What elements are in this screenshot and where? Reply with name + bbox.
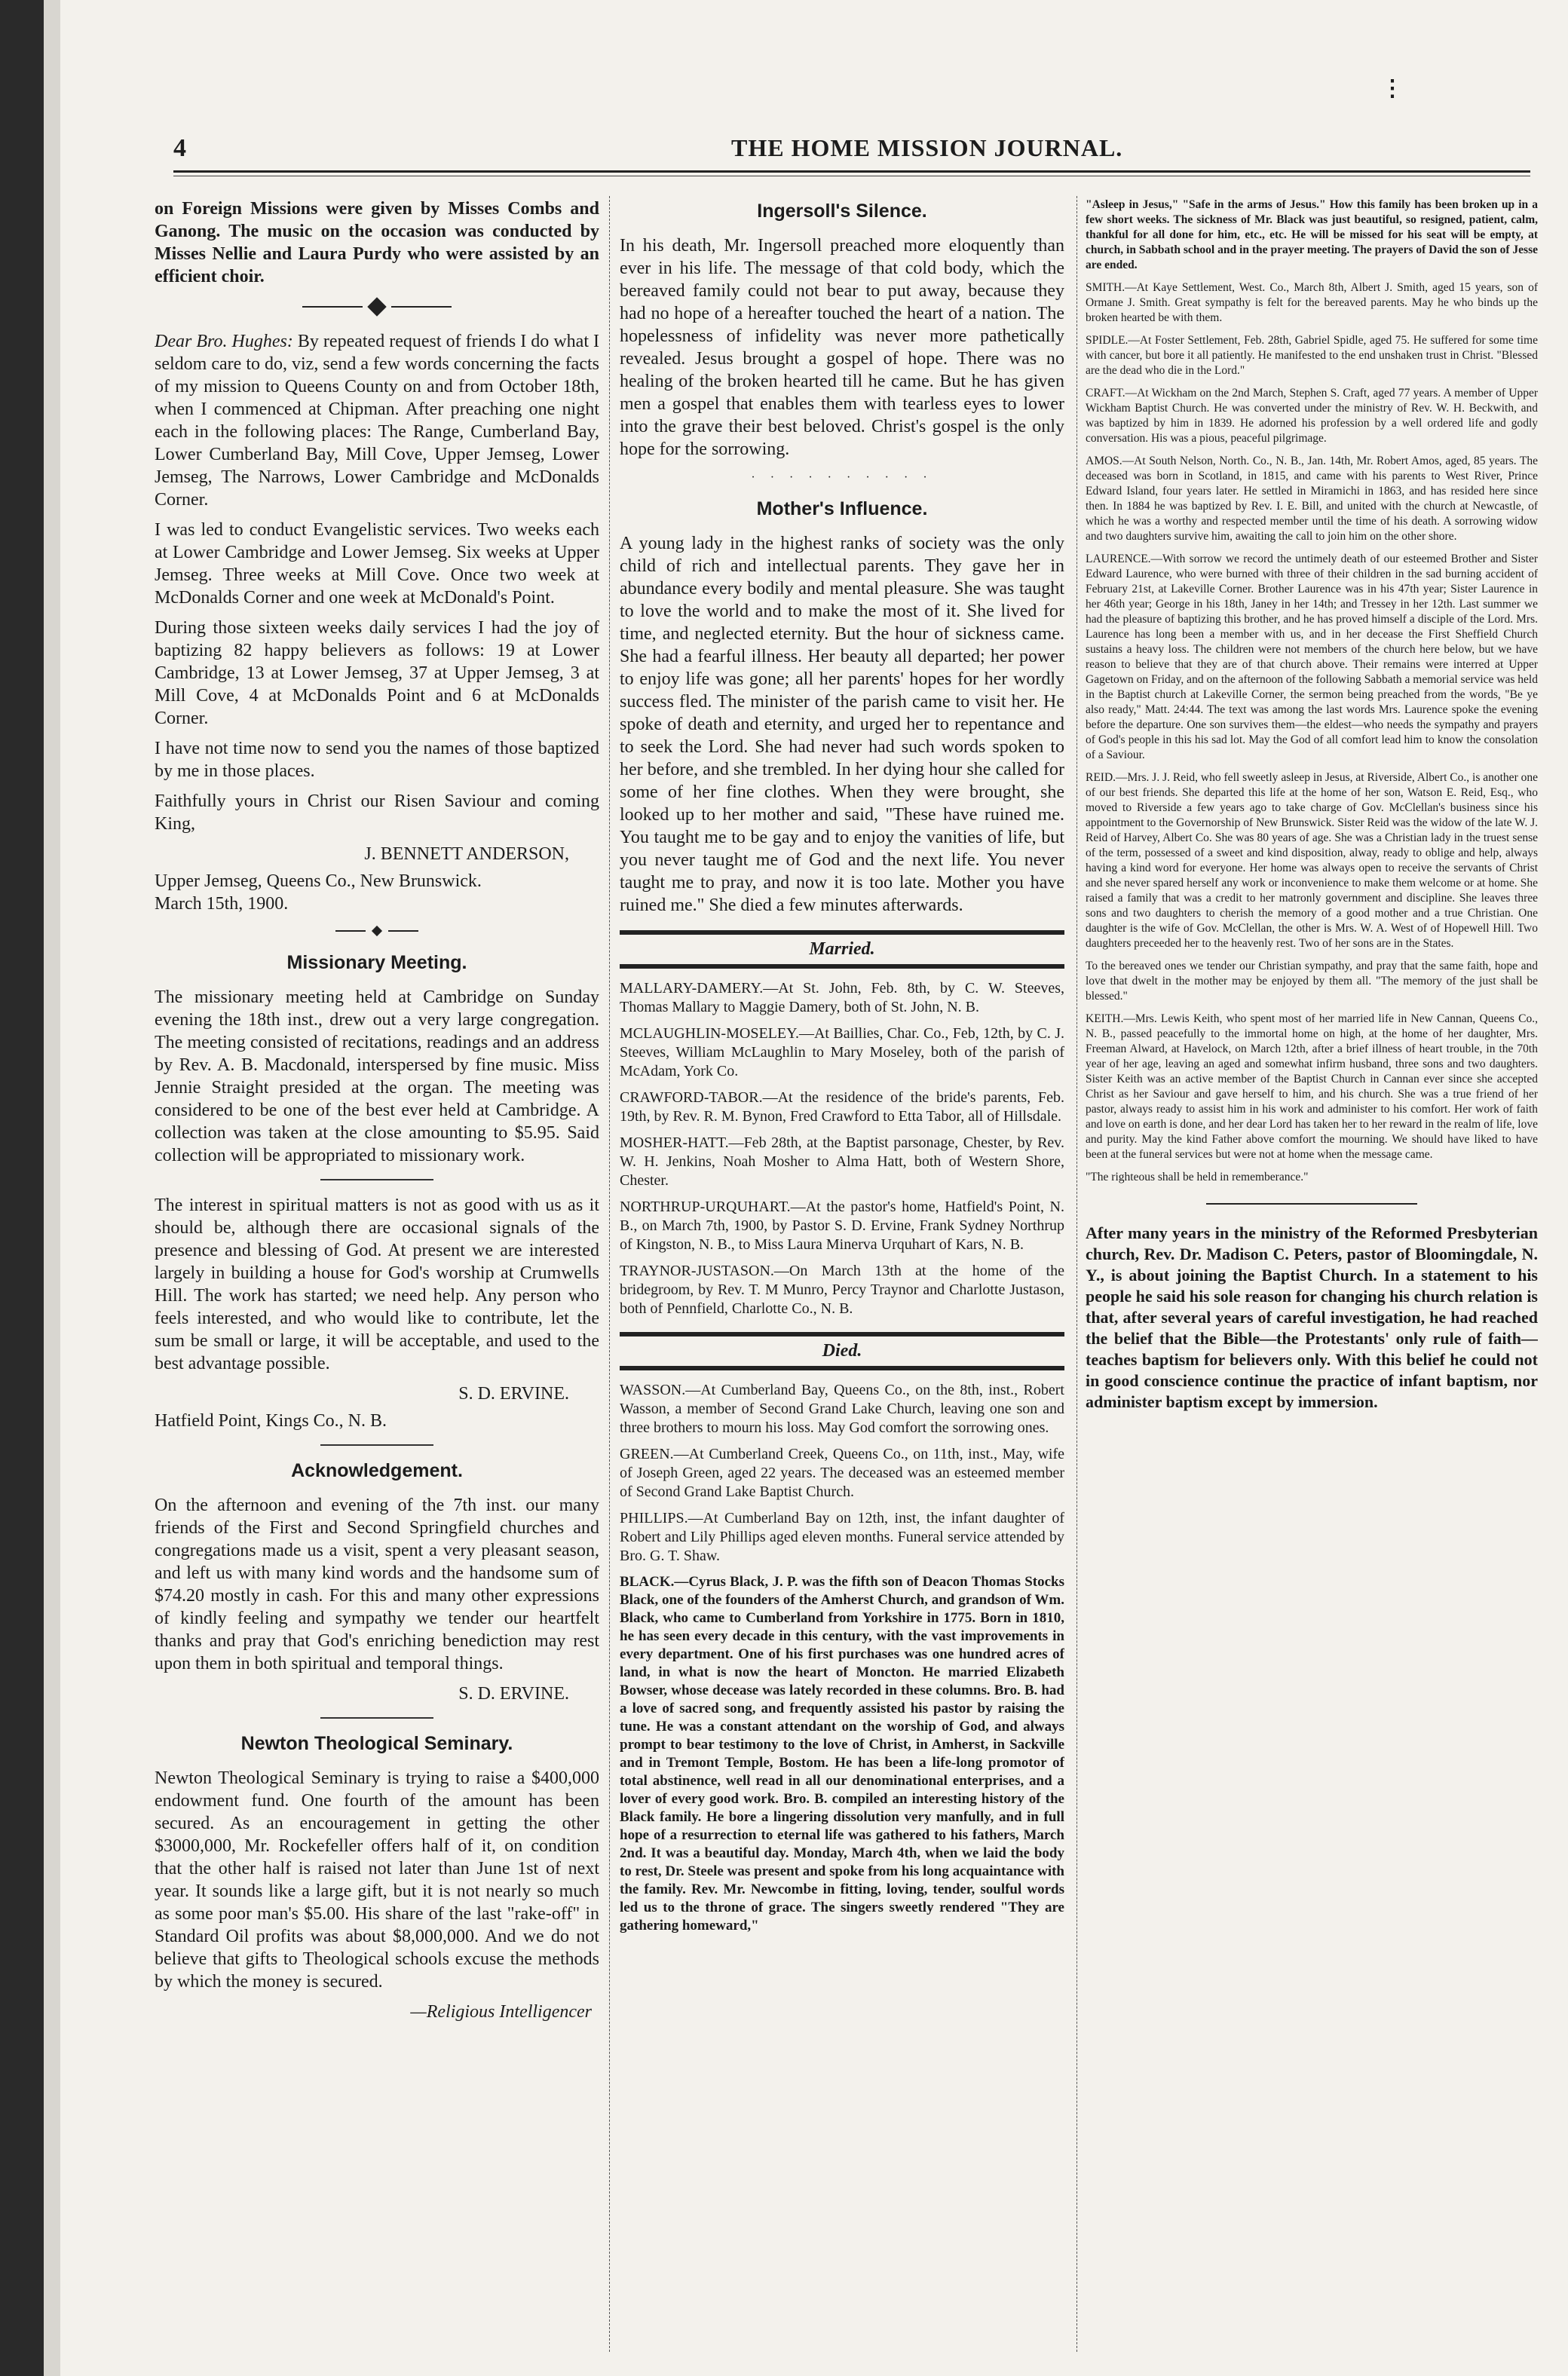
column-3: [1086, 197, 1538, 2353]
death-notice: SPIDLE.—At Foster Settlement, Feb. 28th, Gabriel Spidle, aged 75. He suffered for some time with cancer, but bore it all patiently. He manifested to the end unshaken trust in Christ. "Blessed are the dead who die in the Lord.": [1086, 334, 1538, 377]
married-notice: NORTHRUP-URQUHART.—At the pastor's home, Hatfield's Point, N. B., on March 7th, 1900, by Pastor S. D. Ervine, Frank Sydney Northrup of Kingston, N. B., to Miss Laura Minerva Urquhart of Kars, N. B.: [620, 1199, 1064, 1253]
letter-paragraph: During those sixteen weeks daily services I had the joy of baptizing 82 happy believers as follows: 19 at Lower Cambridge, 13 at Lower Jemseg, 37 at Upper Jemseg, 3 at Mill Cove, 4 at McDonalds Point and 6 at McDonalds Corner.: [155, 618, 599, 728]
newton-text: Newton Theological Seminary is trying to raise a $400,000 endowment fund. One fourth of the amount has been secured. As an encouragement in getting the other $3000,000, Mr. Rockefeller offers half of it, on condition that the other half is raised not later than June 1st of next year. It sounds like a large gift, but it is not nearly so much as some poor man's $5.00. His share of the last "rake-off" in Standard Oil profits was about $8,000,000. And we do not believe that gifts to Theological schools excuse the methods by which the money is secured.: [155, 1768, 599, 1992]
short-rule: [320, 1179, 433, 1180]
death-notice: GREEN.—At Cumberland Creek, Queens Co., on 11th, inst., May, wife of Joseph Green, aged 22 years. The deceased was an esteemed member of Second Grand Lake Baptist Church.: [620, 1446, 1064, 1500]
letter-paragraph: I was led to conduct Evangelistic services. Two weeks each at Lower Cambridge and Lower Jemseg. Six weeks at Upper Jemseg. Three weeks at Mill Cove. Once two week at McDonalds Corner and one week at McDonald's Point.: [155, 520, 599, 608]
death-notice: CRAFT.—At Wickham on the 2nd March, Stephen S. Craft, aged 77 years. A member of Upper Wickham Baptist Church. He was converted under the ministry of Rev. W. H. Beckwith, and was baptized by him in 1839. He adorned his profession by a well ordered life and godly conversation. His was a pious, peaceful pilgrimage.: [1086, 387, 1538, 445]
page-header: [173, 134, 1530, 164]
death-notice: REID.—Mrs. J. J. Reid, who fell sweetly asleep in Jesus, at Riverside, Albert Co., is another one of our best friends. She departed this life at the home of her son, Watson E. Reid, Esq., who moved to Riverside a few years ago to take charge of Gov. McClellan's business since his appointment to the Governorship of New Brunswick. Sister Reid was the widow of the late W. J. Reid of Harvey, Albert Co. She was 80 years of age. She was a Christian lady in the truest sense of the term, possessed of a sweet and kind disposition, alway, ready to oblige and help, always having a kind word for everyone. Her home was always open to receive the servants of Christ and she never spared herself any work or inconvenience to make them welcome or at home. She raised a family that was a credit to her matronly government and discipline. She leaves three sons and two daughters to cherish the memory of a good mother and a true Christian. One daughter is the wife of Gov. McClellan, the other is Mrs. W. A. West of of Hopewell Hill. Two daughters preceeded her to the heavenly rest. Two of her sons are in the States.: [1086, 771, 1538, 950]
newton-source: —Religious Intelligencer: [410, 2002, 592, 2022]
death-notice-continued: "The righteous shall be held in rememberance.": [1086, 1171, 1309, 1183]
column-2: [620, 197, 1064, 2353]
peters-paragraph: After many years in the ministry of the Reformed Presbyterian church, Rev. Dr. Madison C. Peters, pastor of Bloomingdale, N. Y., is about joining the Baptist Church. In a statement to his people he said his sole reason for changing his church relation is that, after several years of careful investigation, he had reached the belief that the Bible—the Protestants' only rule of faith—teaches baptism for believers only. With this belief he could not in good conscience continue the practice of infant baptism, nor administer baptism except by immersion.: [1086, 1223, 1538, 1411]
column-1: [155, 197, 599, 2353]
black-notice-continued: "Asleep in Jesus," "Safe in the arms of Jesus." How this family has been broken up in a few short weeks. The sickness of Mr. Black was just beautiful, so resigned, patient, calm, thankful for all done for him, etc., etc. He will be missed for his seat will be empty, at church, in Sabbath school and in the prayer meeting. The prayers of David the son of Jesse are ended.: [1086, 198, 1538, 271]
married-notice: TRAYNOR-JUSTASON.—On March 13th at the home of the bridegroom, by Rev. T. M Munro, Percy Traynor and Charlotte Justason, both of Pennfield, Charlotte Co., N. B.: [620, 1263, 1064, 1317]
death-notice: BLACK.—Cyrus Black, J. P. was the fifth son of Deacon Thomas Stocks Black, one of the founders of the Amherst Church, and grandson of Wm. Black, who came to Cumberland from Yorkshire in 1775. Born in 1810, he has seen every decade in this century, with the vast improvements in every department. One of his first purchases was one hundred acres of land, in what is now the heart of Moncton. He married Elizabeth Bowser, whose decease was lately recorded in these columns. Bro. B. had a love of sacred song, and frequently assisted his pastor by raising the tune. He was a constant attendant on the worship of God, and always prompt to bear testimony to the love of Christ, in Amherst, in Sackville and in Tremont Temple, Bostom. He has been a life-long promotor of total abstinence, well read in all our denominational enterprises, and a lover of every good work. Bro. B. compiled an interesting history of the Black family. He bore a lingering dissolution very manfully, and in full hope of a resurrection to eternal life was gathered to his fathers, March 2nd. It was a beautiful day. Monday, March 4th, when we laid the body to rest, Dr. Steele was present and spoke from his long acquaintance with the family. Rev. Mr. Newcombe in fitting, loving, tender, soulful words led us to the throne of grace. The singers sweetly rendered "They are gathering homeward,": [620, 1574, 1064, 1934]
interest-text: The interest in spiritual matters is not as good with us as it should be, although there are occasional signals of the presence and blessing of God. At present we are interested largely in building a house for God's worship at Crumwells Hill. The work has started; we need help. Any person who feels interested, and who would like to contribute, let the sum be small or large, it will be acceptable, and used to the best advantage possible.: [155, 1196, 599, 1373]
ingersoll-text: In his death, Mr. Ingersoll preached more eloquently than ever in his life. The message of that cold body, which the bereaved family could not bear to put away, because they had no hope of a hereafter touched the heart of a nation. The hopelessness of infidelity was never more pathetically revealed. Jesus brought a gospel of hope. There was no healing of the broken hearted till he came. But he has given men a gospel that enables them with tearless eyes to lower into the grave their best beloved. Christ's gospel is the only hope for the sorrowing.: [620, 236, 1064, 459]
died-banner: Died.: [620, 1332, 1064, 1370]
letter-salutation: Dear Bro. Hughes:: [155, 332, 293, 351]
death-notice: KEITH.—Mrs. Lewis Keith, who spent most of her married life in New Cannan, Queens Co., N. B., passed peacefully to the immortal home on high, at the home of her daughter, Mrs. Freeman Alward, at Havelock, on March 12th, after a brief illness of heart trouble, in the 70th year of her age, leaving an aged and somewhat infirm husband, three sons and two daughters. Sister Keith was an active member of the Baptist Church in Cannan ever since she accepted Christ as her Saviour and gave herself to him, and his church. She was a true friend of her pastor, always ready to assist him in his work and administer to his comfort. Her work of faith and love on earth is done, and her dear Lord has taken her to her reward in the realm of life, love and purity. May the kind Father above comfort the mourning. We should have liked to have been at the funeral services but were not at home when the message came.: [1086, 1012, 1538, 1161]
section-heading: Ingersoll's Silence.: [757, 201, 927, 222]
header-rule: [173, 170, 1530, 173]
letter-text: By repeated request of friends I do what I seldom care to do, viz, send a few words concerning the facts of my mission to Queens County on and from October 18th, when I commenced at Chipman. After preaching one night each in the following places: The Range, Cumberland Bay, Lower Cumberland Bay, Mill Cove, Upper Jemseg, Lower Jemseg, The Narrows, Lower Cambridge and McDonalds Corner.: [155, 332, 599, 510]
journal-title: THE HOME MISSION JOURNAL.: [731, 134, 1123, 161]
scan-edge: [0, 0, 44, 2376]
foreign-missions-paragraph: on Foreign Missions were given by Misses Combs and Ganong. The music on the occasion was conducted by Misses Nellie and Laura Purdy who were assisted by an efficient choir.: [155, 199, 599, 286]
page-number: 4: [173, 134, 186, 162]
short-rule: [320, 1717, 433, 1719]
married-notice: MOSHER-HATT.—Feb 28th, at the Baptist parsonage, Chester, by Rev. W. H. Jenkins, Noah Mosher to Alma Hatt, both of Western Shore, Chester.: [620, 1134, 1064, 1189]
married-notice: MALLARY-DAMERY.—At St. John, Feb. 8th, by C. W. Steeves, Thomas Mallary to Maggie Damery, both of St. John, N. B.: [620, 980, 1064, 1015]
death-notice: LAURENCE.—With sorrow we record the untimely death of our esteemed Brother and Sister Edward Laurence, who were burned with three of their children in the sad burning accident of February 21st, at Lakeville Corner. Brother Laurence was in his 47th year; Sister Laurence in her 46th year; George in his 18th, Janey in her 14th; and Tressey in her 12th. Last summer we had the pleasure of baptizing this brother, and he has proved himself a disciple of the Lord. Mrs. Laurence has long been a member with us, and in her decease the First Sheffield Church sustains a heavy loss. The children were not members of the church here below, but we have reason to believe that they are of that church above. Their remains were interred at Upper Gagetown on Friday, and on the afternoon of the following Sabbath a memorial service was held in the Baptist church at Lakeville Corner, the sermon being preached from the words, "Be ye also ready," Matt. 24:44. The text was among the last words Mrs. Laurence spoke the evening before the departure. One son survives them—the eldest—who needs the sympathy and prayers of God's people in this his sad lot. May the God of all comfort lead him to know the consolation of a Saviour.: [1086, 553, 1538, 761]
letter-paragraph: I have not time now to send you the names of those baptized by me in those places.: [155, 739, 599, 781]
married-banner: Married.: [620, 930, 1064, 969]
acknowledgement-signature: S. D. ERVINE.: [458, 1684, 569, 1704]
short-rule: [320, 1444, 433, 1446]
interest-signature: S. D. ERVINE.: [458, 1384, 569, 1404]
ornament-divider: [155, 300, 599, 314]
mother-influence-text: A young lady in the highest ranks of society was the only child of rich and intellectual parents. They gave her in abundance every bodily and mental pleasure. She was taught to love the world and to make the most of it. She lived for time, and neglected eternity. But the hour of sickness came. She had a fearful illness. Her beauty all departed; her power to enjoy life was gone; all her parents' hopes for her wordly success fled. The minister of the parish came to visit her. He spoke of death and eternity, and urged her to repentance and to seek the Lord. She had never had such words spoken to her before, and she trembled. In her dying hour she called for some of her fine clothes. When they were brought, she looked up to her mother and said, "These have ruined me. You taught me to be gay and to enjoy the vanities of life, but you never taught me of God and the next life. You never taught me to pray, and now it is too late. Mother you have ruined me." She died a few minutes afterwards.: [620, 534, 1064, 915]
death-notice-continued: To the bereaved ones we tender our Christian sympathy, and pray that the same faith, hope and love that dwelt in the mother may be enjoyed by them all. "The memory of the just shall be blessed.": [1086, 960, 1538, 1003]
married-notice: CRAWFORD-TABOR.—At the residence of the bride's parents, Feb. 19th, by Rev. R. M. Bynon, Fred Crawford to Etta Tabor, all of Hillsdale.: [620, 1089, 1064, 1125]
section-heading: Mother's Influence.: [756, 498, 928, 519]
ink-mark: ⋮: [1381, 76, 1404, 101]
dotted-divider: · · · · · · · · · ·: [751, 471, 933, 484]
married-notices: [620, 979, 1064, 1318]
letter-signature: J. BENNETT ANDERSON,: [364, 844, 569, 864]
letter-paragraph: [155, 330, 599, 511]
acknowledgement-text: On the afternoon and evening of the 7th inst. our many friends of the First and Second Springfield churches and congregations made us a visit, spent a very pleasant season, and left us with many kind words and the handsome sum of $74.20 mostly in cash. For this and many other expressions of kindly feeling and sympathy we tender our heartfelt thanks and pray that God's enriching benediction may rest upon them in both spiritual and temporal things.: [155, 1496, 599, 1673]
scan-edge-shadow: [44, 0, 60, 2376]
interest-place: Hatfield Point, Kings Co., N. B.: [155, 1411, 387, 1431]
letter-place: Upper Jemseg, Queens Co., New Brunswick.: [155, 871, 482, 891]
letter-date: March 15th, 1900.: [155, 894, 289, 914]
column-divider: [1076, 196, 1077, 2352]
section-heading: Acknowledgement.: [291, 1460, 463, 1481]
death-notice: PHILLIPS.—At Cumberland Bay on 12th, inst, the infant daughter of Robert and Lily Phillips aged eleven months. Funeral service attended by Bro. G. T. Shaw.: [620, 1510, 1064, 1564]
death-notice: WASSON.—At Cumberland Bay, Queens Co., on the 8th, inst., Robert Wasson, a member of Second Grand Lake Church, leaving one son and three brothers to mourn his loss. May God comfort the sorrowing ones.: [620, 1382, 1064, 1436]
died-notices: [620, 1381, 1064, 1935]
married-notice: MCLAUGHLIN-MOSELEY.—At Baillies, Char. Co., Feb, 12th, by C. J. Steeves, William McLaughlin to Mary Moseley, both of the parish of McAdam, York Co.: [620, 1025, 1064, 1079]
section-heading: Newton Theological Seminary.: [240, 1733, 513, 1754]
death-notice: AMOS.—At South Nelson, North. Co., N. B., Jan. 14th, Mr. Robert Amos, aged, 85 years. The deceased was born in Scotland, in 1815, and came with his parents to West River, Prince Edward Island, four years later. He settled in Miramichi in 1863, and has resided here since then. In 1884 he was baptized by Rev. I. E. Bill, and united with the church at Newcastle, of which he was a worthy and respected member until the time of his death. A sorrowing widow and two daughters survive him, awaiting the call to join him on the other shore.: [1086, 455, 1538, 543]
section-heading: Missionary Meeting.: [286, 952, 467, 973]
section-rule: [1206, 1203, 1417, 1205]
missionary-meeting-text: The missionary meeting held at Cambridge on Sunday evening the 18th inst., drew out a very large congregation. The meeting consisted of recitations, readings and an address by Rev. A. B. Macdonald, interspersed by fine music. Miss Jennie Straight presided at the organ. The meeting was considered to be one of the best ever held at Cambridge. A collection was taken at the close amounting to $5.95. Said collection will be appropriated to missionary work.: [155, 987, 599, 1165]
ornament-divider: [155, 927, 599, 935]
death-notice: SMITH.—At Kaye Settlement, West. Co., March 8th, Albert J. Smith, aged 15 years, son of Ormane J. Smith. Great sympathy is felt for the bereaved parents. May he who binds up the broken hearted be with them.: [1086, 281, 1538, 324]
letter-closing: Faithfully yours in Christ our Risen Saviour and coming King,: [155, 791, 599, 834]
column-divider: [609, 196, 610, 2352]
